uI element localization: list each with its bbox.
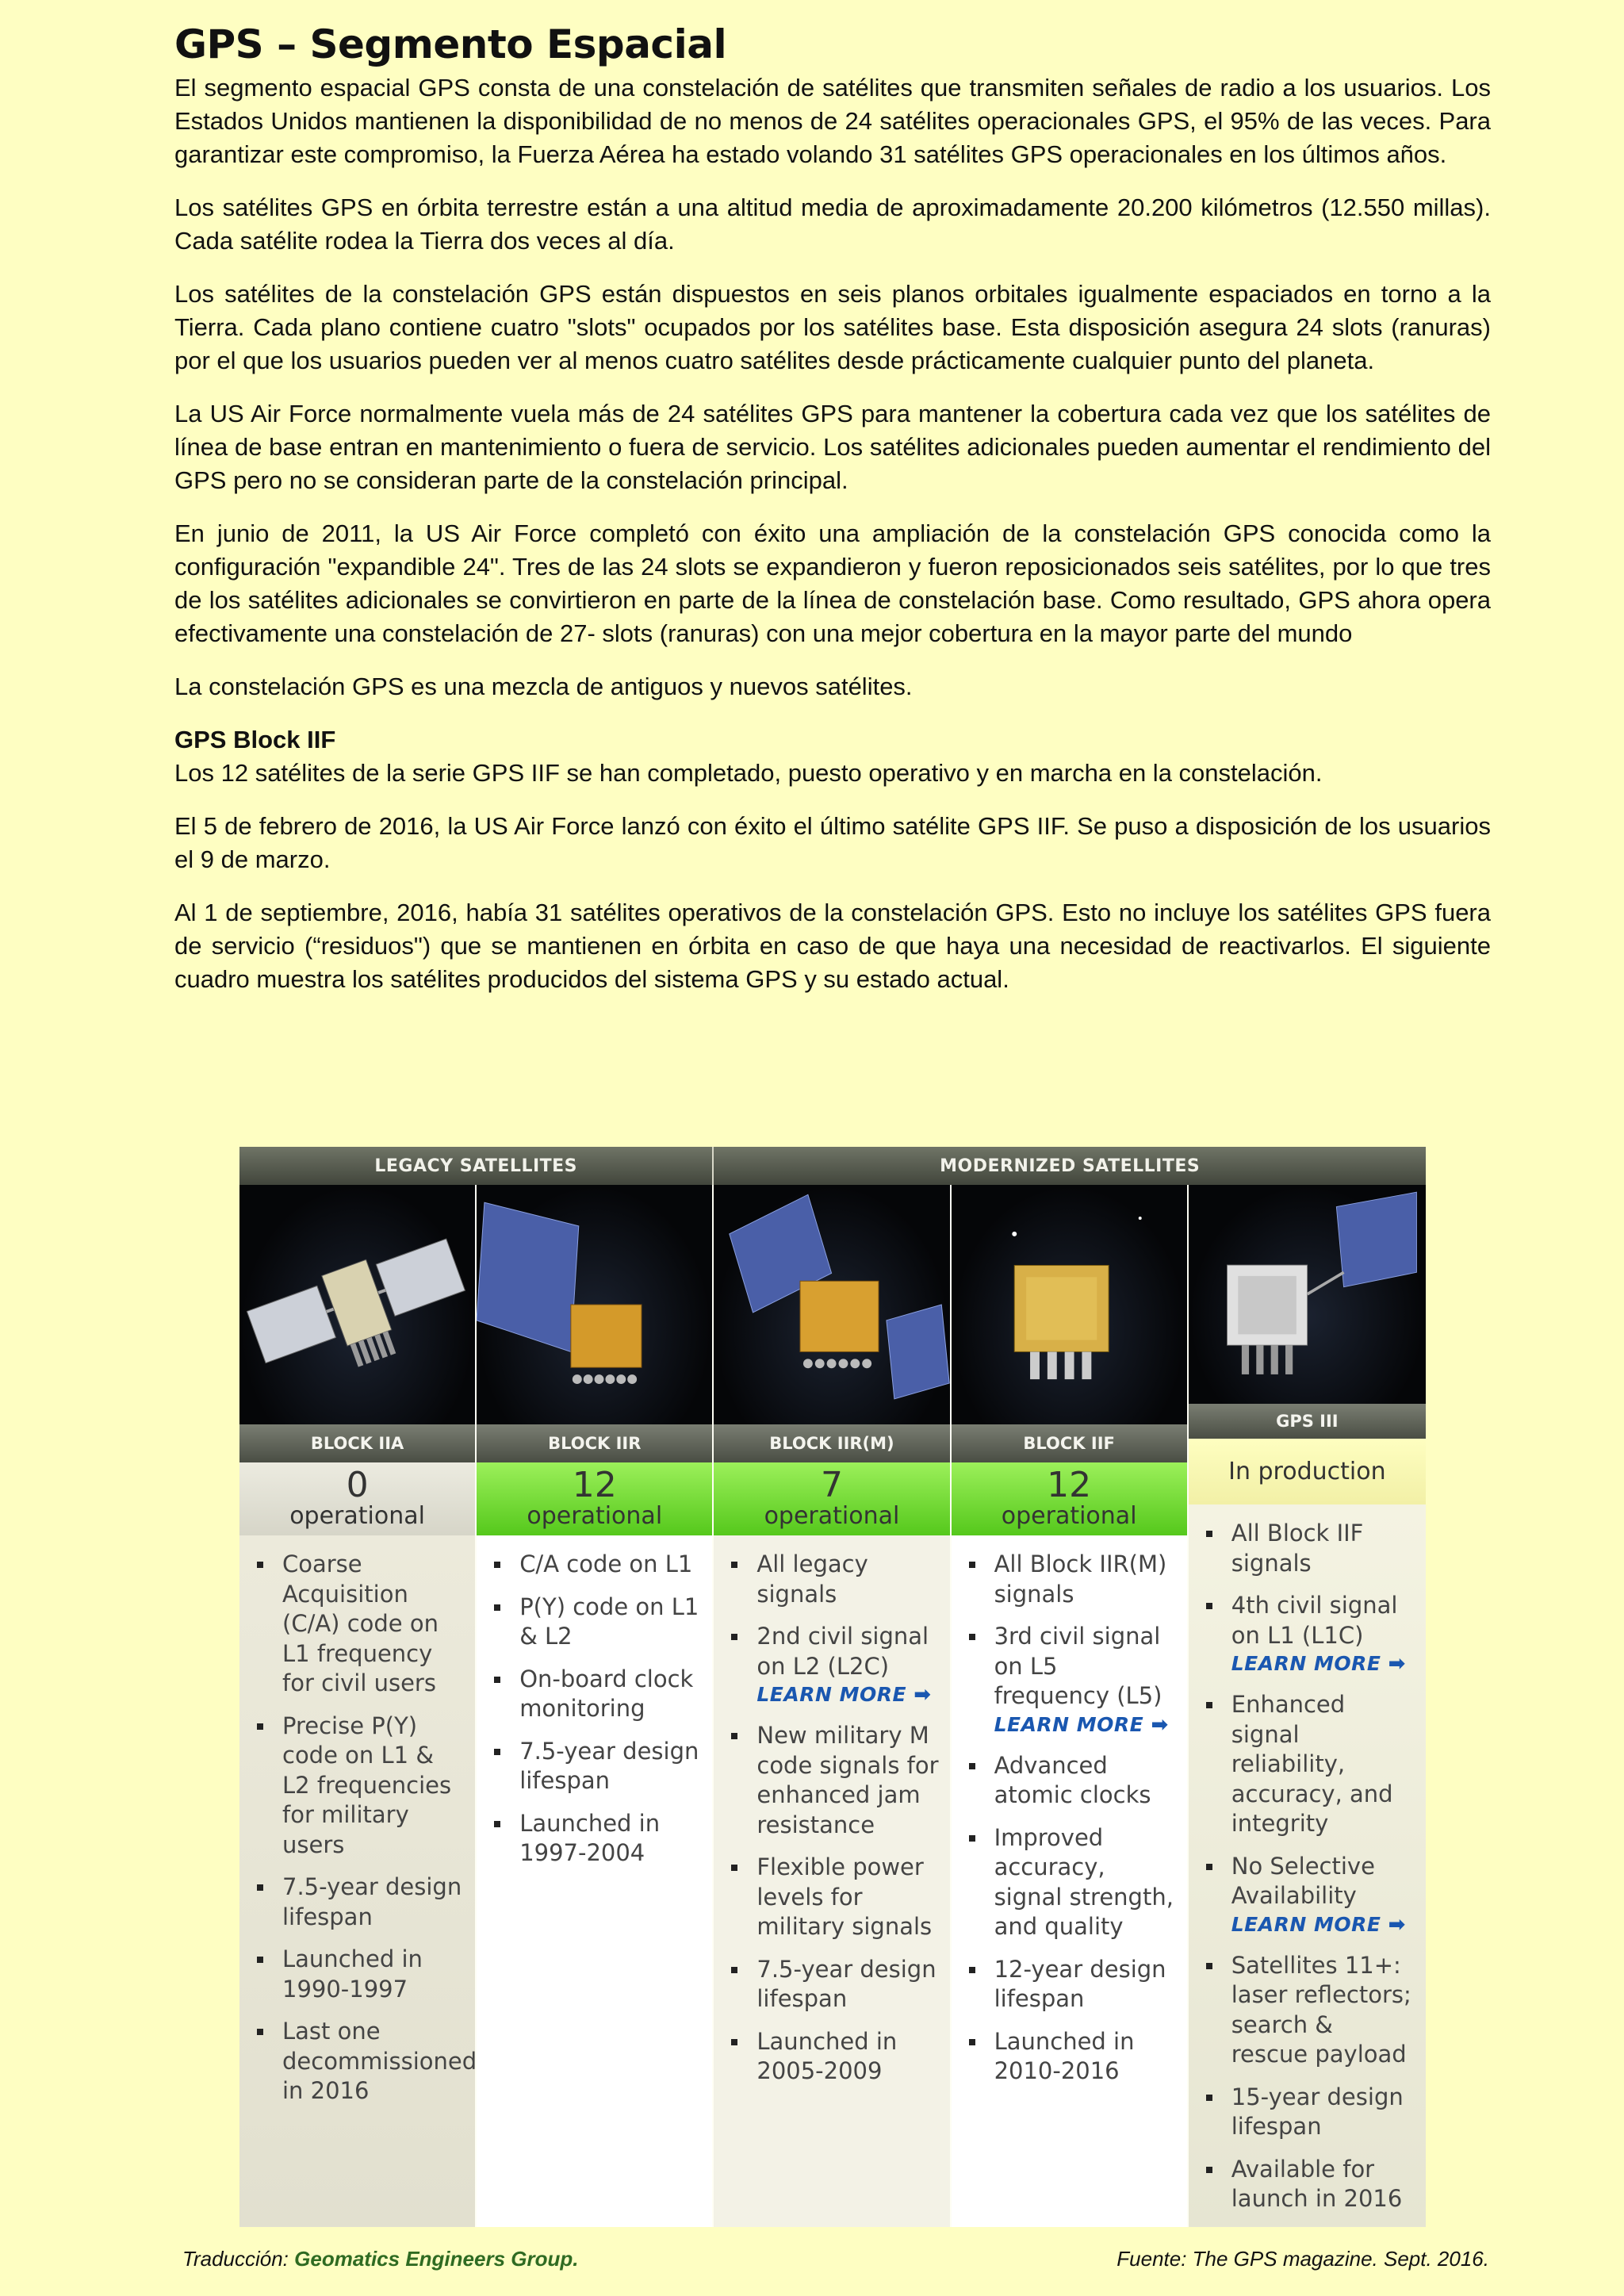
learn-more-label: LEARN MORE (756, 1683, 914, 1706)
feature-item (966, 1955, 1176, 2014)
satellite-image (714, 1185, 949, 1424)
feature-item (1203, 1591, 1415, 1677)
paragraph: Los satélites GPS en órbita terrestre están a una altitud media de aproximadamente 20.200 kilómetros (12.550 millas). Cada satélite rodea la Tierra dos veces al día. (174, 193, 1491, 255)
feature-list (1203, 1519, 1415, 2214)
feature-item (491, 1665, 701, 1724)
feature-text: Launched in 2010-2016 (994, 2027, 1135, 2084)
feature-text: Coarse Acquisition (C/A) code on L1 frequency for civil users (282, 1550, 439, 1696)
feature-item (728, 1853, 938, 1942)
feature-item (1203, 2083, 1415, 2142)
block-column (239, 1185, 477, 2227)
feature-item (1203, 1951, 1415, 2070)
block-name: BLOCK IIA (239, 1424, 475, 1462)
feature-text: 7.5-year design lifespan (282, 1873, 462, 1930)
operational-count: 12 (1047, 1465, 1092, 1505)
page-title: GPS – Segmento Espacial (174, 21, 727, 67)
status-label: In production (1228, 1457, 1386, 1485)
learn-more-link[interactable] (1231, 1650, 1415, 1677)
feature-item (491, 1737, 701, 1796)
source-credit: Fuente: The GPS magazine. Sept. 2016. (1116, 2247, 1489, 2271)
paragraph: La US Air Force normalmente vuela más de 24 satélites GPS para mantener la cobertura cada vez que los satélites de línea de base entran en mantenimiento o fuera de servicio. Los satélites adicionales pueden aumentar el rendimiento del GPS pero no se consideran parte de la constelación principal. (174, 399, 1491, 494)
arrow-right-icon: ➡ (1388, 1912, 1406, 1937)
feature-text: Advanced atomic clocks (994, 1751, 1151, 1808)
paragraph: El segmento espacial GPS consta de una constelación de satélites que transmiten señales de radio a los usuarios. Los Estados Unidos mantienen la disponibilidad de no menos de 24 satélites operacionales GPS, el 95% de las veces. Para garantizar este compromiso, la Fuerza Aérea ha estado volando 31 satélites GPS operacionales en los últimos años. (174, 73, 1491, 168)
block-column (952, 1185, 1189, 2227)
feature-list-panel (477, 1535, 712, 2227)
paragraph: La constelación GPS es una mezcla de antiguos y nuevos satélites. (174, 672, 913, 700)
translation-org: Geomatics Engineers Group. (294, 2247, 579, 2271)
document-body (174, 22, 1491, 1016)
paragraph: El 5 de febrero de 2016, la US Air Force lanzó con éxito el último satélite GPS IIF. Se puso a disposición de los usuarios el 9 de marzo. (174, 811, 1491, 873)
satellite-image (952, 1185, 1187, 1424)
feature-text: P(Y) code on L1 & L2 (519, 1593, 699, 1650)
arrow-right-icon: ➡ (914, 1683, 932, 1707)
paragraph: Los satélites de la constelación GPS están dispuestos en seis planos orbitales igualmente espaciados en torno a la Tierra. Cada plano contiene cuatro "slots" ocupados por los satélites base. Esta disposición asegura 24 slots (ranuras) por el que los usuarios pueden ver al menos cuatro satélites desde prácticamente cualquier punto del planeta. (174, 279, 1491, 374)
feature-text: Enhanced signal reliability, accuracy, and integrity (1231, 1691, 1393, 1838)
modernized-satellites-header: MODERNIZED SATELLITES (714, 1147, 1426, 1185)
feature-text: 7.5-year design lifespan (519, 1737, 699, 1794)
feature-item (728, 1955, 938, 2014)
feature-item (728, 2027, 938, 2087)
learn-more-link[interactable] (1231, 1911, 1415, 1938)
learn-more-label: LEARN MORE (994, 1712, 1151, 1736)
feature-list-panel (1189, 1504, 1426, 2227)
block-column (1189, 1185, 1426, 2227)
feature-list-panel (714, 1535, 949, 2227)
status-label: operational (1001, 1502, 1137, 1530)
feature-item (728, 1550, 938, 1609)
feature-list (728, 1550, 938, 2087)
status-label: operational (289, 1502, 425, 1530)
feature-text: Launched in 1990-1997 (282, 1945, 423, 2003)
block-name: BLOCK IIR (477, 1424, 712, 1462)
satellite-image (1189, 1185, 1426, 1404)
feature-item (966, 1622, 1176, 1738)
feature-item (254, 1872, 464, 1932)
feature-item (254, 2017, 477, 2106)
translation-label: Traducción: (182, 2247, 289, 2271)
feature-text: Flexible power levels for military signals (756, 1853, 933, 1940)
feature-text: All Block IIF signals (1231, 1520, 1364, 1577)
feature-item (254, 1945, 464, 2004)
operational-count: 12 (572, 1465, 617, 1505)
feature-item (1203, 1519, 1415, 1578)
block-columns (239, 1185, 1426, 2227)
feature-text: Improved accuracy, signal strength, and quality (994, 1823, 1174, 1940)
section-heading: GPS Block IIF (174, 725, 336, 753)
feature-text: 4th civil signal on L1 (L1C) (1231, 1592, 1398, 1649)
feature-text: 7.5-year design lifespan (756, 1955, 936, 2012)
feature-item (966, 2027, 1176, 2087)
feature-text: Available for launch in 2016 (1231, 2155, 1403, 2213)
group-header-row (239, 1147, 1426, 1185)
learn-more-label: LEARN MORE (1231, 1912, 1388, 1936)
feature-text: Launched in 1997-2004 (519, 1809, 661, 1866)
feature-text: No Selective Availability (1231, 1852, 1375, 1910)
paragraph: En junio de 2011, la US Air Force completó con éxito una ampliación de la constelación GPS conocida como la configuración "expandible 24". Tres de las 24 slots se expandieron y fueron reposicionados seis satélites, por lo que tres de los satélites adicionales se convirtieron en parte de la línea de constelación base. Como resultado, GPS ahora opera efectivamente una constelación de 27- slots (ranuras) con una mejor cobertura en la mayor parte del mundo (174, 519, 1491, 647)
block-column (477, 1185, 714, 2227)
feature-item (966, 1751, 1176, 1811)
feature-list (491, 1550, 701, 1869)
feature-text: C/A code on L1 (519, 1550, 693, 1577)
feature-text: On-board clock monitoring (519, 1665, 694, 1722)
feature-item (1203, 1690, 1415, 1839)
learn-more-link[interactable] (756, 1681, 938, 1708)
legacy-satellites-header: LEGACY SATELLITES (239, 1147, 714, 1185)
feature-text: All Block IIR(M) signals (994, 1550, 1167, 1608)
feature-item (254, 1550, 464, 1699)
feature-list-panel (952, 1535, 1187, 2227)
paragraph: Los 12 satélites de la serie GPS IIF se han completado, puesto operativo y en marcha en la constelación. (174, 758, 1323, 787)
feature-item (728, 1622, 938, 1708)
feature-item (966, 1823, 1176, 1942)
status-badge (477, 1462, 712, 1535)
learn-more-link[interactable] (994, 1711, 1176, 1738)
arrow-right-icon: ➡ (1388, 1652, 1406, 1677)
satellite-image (477, 1185, 712, 1424)
feature-item (1203, 1852, 1415, 1938)
arrow-right-icon: ➡ (1151, 1712, 1169, 1737)
feature-item (728, 1721, 938, 1840)
feature-item (966, 1550, 1176, 1609)
feature-text: Precise P(Y) code on L1 & L2 frequencies for military users (282, 1711, 452, 1858)
feature-text: 12-year design lifespan (994, 1955, 1166, 2012)
feature-text: Satellites 11+: laser reflectors; search & rescue payload (1231, 1951, 1411, 2068)
feature-text: 2nd civil signal on L2 (L2C) (756, 1623, 929, 1680)
feature-text: Last one decommissioned in 2016 (282, 2018, 477, 2104)
operational-count: 7 (820, 1465, 843, 1505)
feature-item (491, 1809, 701, 1869)
block-name: BLOCK IIF (952, 1424, 1187, 1462)
feature-item (491, 1593, 701, 1652)
block-name: BLOCK IIR(M) (714, 1424, 949, 1462)
satellite-image (239, 1185, 475, 1424)
feature-item (1203, 2155, 1415, 2214)
status-label: operational (527, 1502, 663, 1530)
feature-list-panel (239, 1535, 475, 2227)
satellite-comparison-table (239, 1147, 1426, 2227)
translation-credit (182, 2247, 578, 2271)
feature-text: New military M code signals for enhanced jam resistance (756, 1722, 939, 1838)
status-badge (952, 1462, 1187, 1535)
feature-list (966, 1550, 1176, 2087)
status-label: operational (764, 1502, 900, 1530)
feature-item (254, 1711, 464, 1861)
feature-item (491, 1550, 701, 1580)
status-badge (1189, 1439, 1426, 1505)
status-badge (714, 1462, 949, 1535)
status-badge (239, 1462, 475, 1535)
operational-count: 0 (346, 1465, 369, 1505)
feature-text: 3rd civil signal on L5 frequency (L5) (994, 1623, 1162, 1709)
feature-text: Launched in 2005-2009 (756, 2027, 898, 2084)
block-name: GPS III (1189, 1404, 1426, 1439)
paragraph: Al 1 de septiembre, 2016, había 31 satélites operativos de la constelación GPS. Esto no incluye los satélites GPS fuera de servicio (“residuos") que se mantienen en órbita en caso de que haya una necesidad de reactivarlos. El siguiente cuadro muestra los satélites producidos del sistema GPS y su estado actual. (174, 898, 1491, 993)
block-column (714, 1185, 951, 2227)
feature-list (254, 1550, 477, 2106)
feature-text: All legacy signals (756, 1550, 868, 1608)
learn-more-label: LEARN MORE (1231, 1652, 1388, 1676)
feature-text: 15-year design lifespan (1231, 2083, 1404, 2141)
